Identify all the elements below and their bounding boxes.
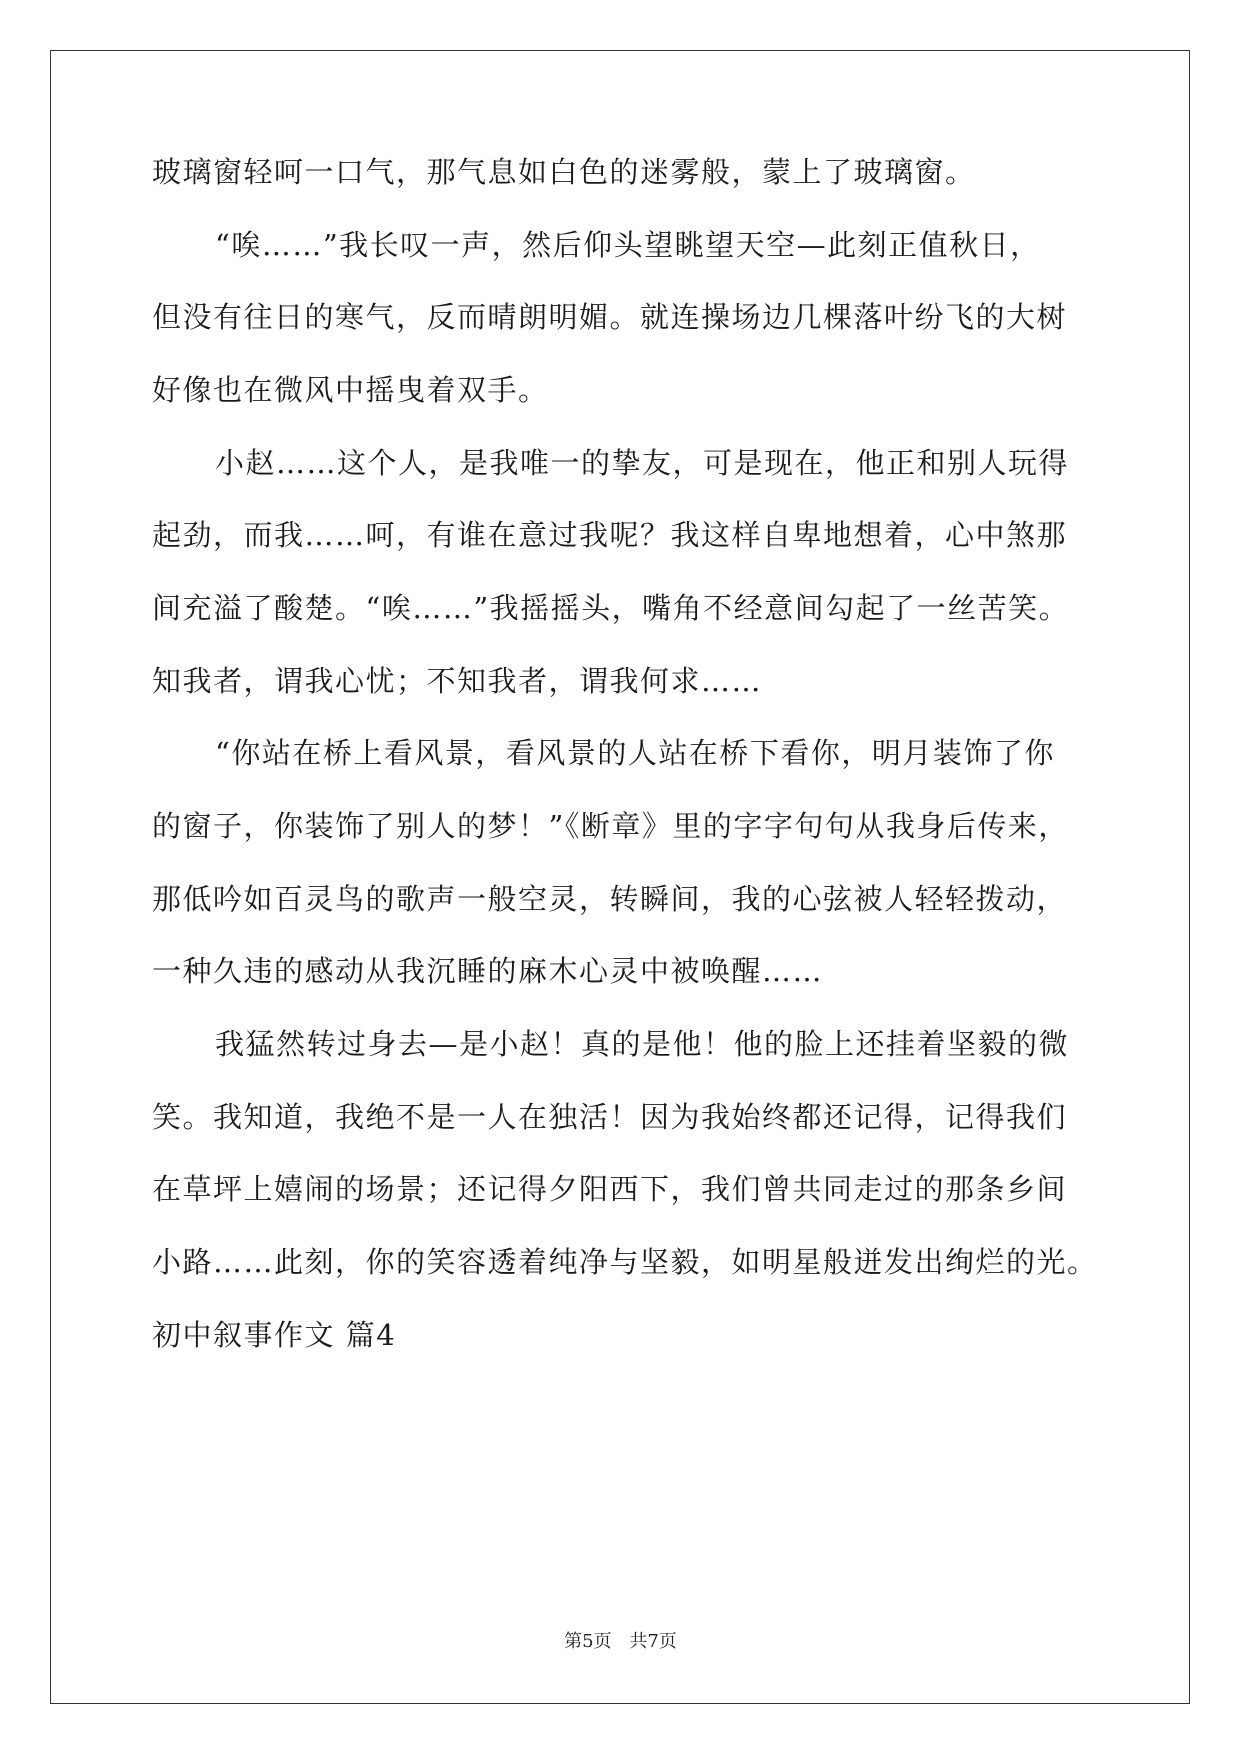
text-line-6: 起劲，而我……呵，有谁在意过我呢？我这样自卑地想着，心中煞那	[152, 518, 1068, 552]
text-line-15: 在草坪上嬉闹的场景；还记得夕阳西下，我们曾共同走过的那条乡间	[152, 1172, 1068, 1206]
current-page-number: 第5页	[564, 1631, 612, 1652]
text-line-8: 知我者，谓我心忧；不知我者，谓我何求……	[152, 664, 763, 698]
text-line-10: 的窗子，你装饰了别人的梦！”《断章》里的字字句句从我身后传来，	[152, 809, 1069, 843]
text-line-9: “你站在桥上看风景，看风景的人站在桥下看你，明月装饰了你	[215, 736, 1055, 770]
page-border	[50, 50, 1190, 1704]
page-footer	[0, 1627, 1241, 1653]
text-line-13: 我猛然转过身去—是小赵！真的是他！他的脸上还挂着坚毅的微	[215, 1027, 1070, 1061]
text-line-1: 玻璃窗轻呵一口气，那气息如白色的迷雾般，蒙上了玻璃窗。	[152, 155, 976, 189]
text-line-7: 间充溢了酸楚。“唉……”我摇摇头，嘴角不经意间勾起了一丝苦笑。	[152, 591, 1070, 625]
section-heading: 初中叙事作文 篇4	[152, 1318, 397, 1352]
text-line-16: 小路……此刻，你的笑容透着纯净与坚毅，如明星般迸发出绚烂的光。	[152, 1245, 1098, 1279]
text-line-12: 一种久违的感动从我沉睡的麻木心灵中被唤醒……	[152, 954, 824, 988]
text-line-3: 但没有往日的寒气，反而晴朗明媚。就连操场边几棵落叶纷飞的大树	[152, 300, 1068, 334]
text-line-14: 笑。我知道，我绝不是一人在独活！因为我始终都还记得，记得我们	[152, 1100, 1068, 1134]
text-line-11: 那低吟如百灵鸟的歌声一般空灵，转瞬间，我的心弦被人轻轻拨动，	[152, 882, 1068, 916]
text-line-2: “唉……”我长叹一声，然后仰头望眺望天空—此刻正值秋日，	[215, 228, 1041, 262]
total-pages: 共7页	[629, 1631, 677, 1652]
text-line-4: 好像也在微风中摇曳着双手。	[152, 373, 549, 407]
text-line-5: 小赵……这个人，是我唯一的挚友，可是现在，他正和别人玩得	[215, 446, 1070, 480]
